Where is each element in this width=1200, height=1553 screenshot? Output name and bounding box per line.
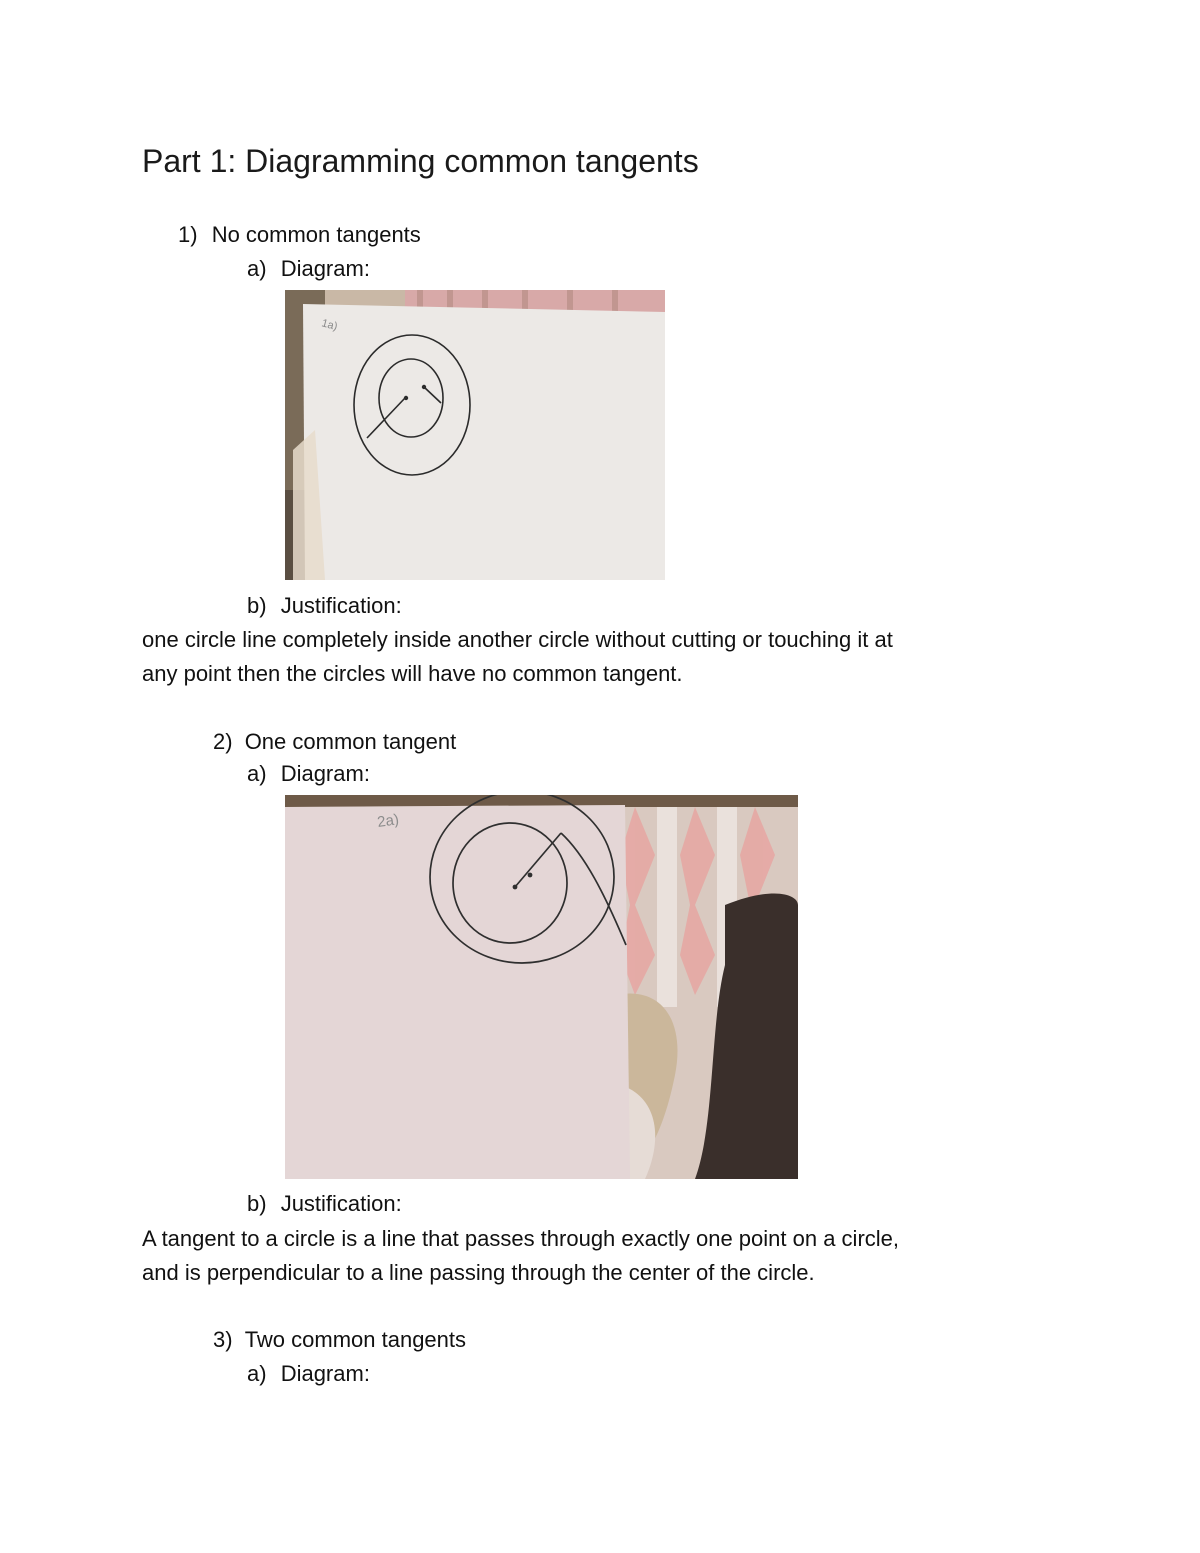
page-title: Part 1: Diagramming common tangents (142, 143, 699, 179)
section-1-justification-marker: b) (247, 593, 267, 618)
section-2-diagram-label (247, 760, 370, 788)
section-3-heading (213, 1326, 466, 1354)
section-2-heading (213, 728, 456, 756)
section-1-justification-line-2: any point then the circles will have no common tangent. (142, 661, 683, 686)
section-2-diagram-text: Diagram: (280, 761, 370, 786)
section-2-title: One common tangent (244, 729, 457, 754)
section-3-title: Two common tangents (244, 1327, 467, 1352)
section-2-photo-note: 2a) (376, 811, 401, 831)
section-1-heading (178, 221, 421, 249)
section-3-diagram-label (247, 1360, 370, 1388)
section-3-diagram-marker: a) (247, 1361, 267, 1386)
section-1-diagram-label (247, 255, 370, 283)
section-2-justification-marker: b) (247, 1191, 267, 1216)
section-1-justification-line-1: one circle line completely inside another circle without cutting or touching it at (142, 627, 893, 652)
section-1-justification-label (247, 592, 402, 620)
section-1-justification-text: Justification: (280, 593, 402, 618)
section-2-justification-line-2: and is perpendicular to a line passing through the center of the circle. (142, 1260, 815, 1285)
section-1-diagram-marker: a) (247, 256, 267, 281)
section-1-diagram-photo (285, 290, 665, 580)
section-2-justification-text: Justification: (280, 1191, 402, 1216)
section-1-number: 1) (178, 222, 198, 247)
section-2-number: 2) (213, 729, 233, 754)
section-2-diagram-photo (285, 795, 798, 1179)
section-2-justification-line-1: A tangent to a circle is a line that passes through exactly one point on a circle, (142, 1226, 900, 1251)
section-1-diagram-text: Diagram: (280, 256, 370, 281)
section-2-justification-label (247, 1190, 402, 1218)
section-1-photo-note: 1a) (320, 317, 339, 334)
section-1-title: No common tangents (211, 222, 421, 247)
section-2-diagram-marker: a) (247, 761, 267, 786)
section-3-number: 3) (213, 1327, 233, 1352)
section-3-diagram-text: Diagram: (280, 1361, 370, 1386)
